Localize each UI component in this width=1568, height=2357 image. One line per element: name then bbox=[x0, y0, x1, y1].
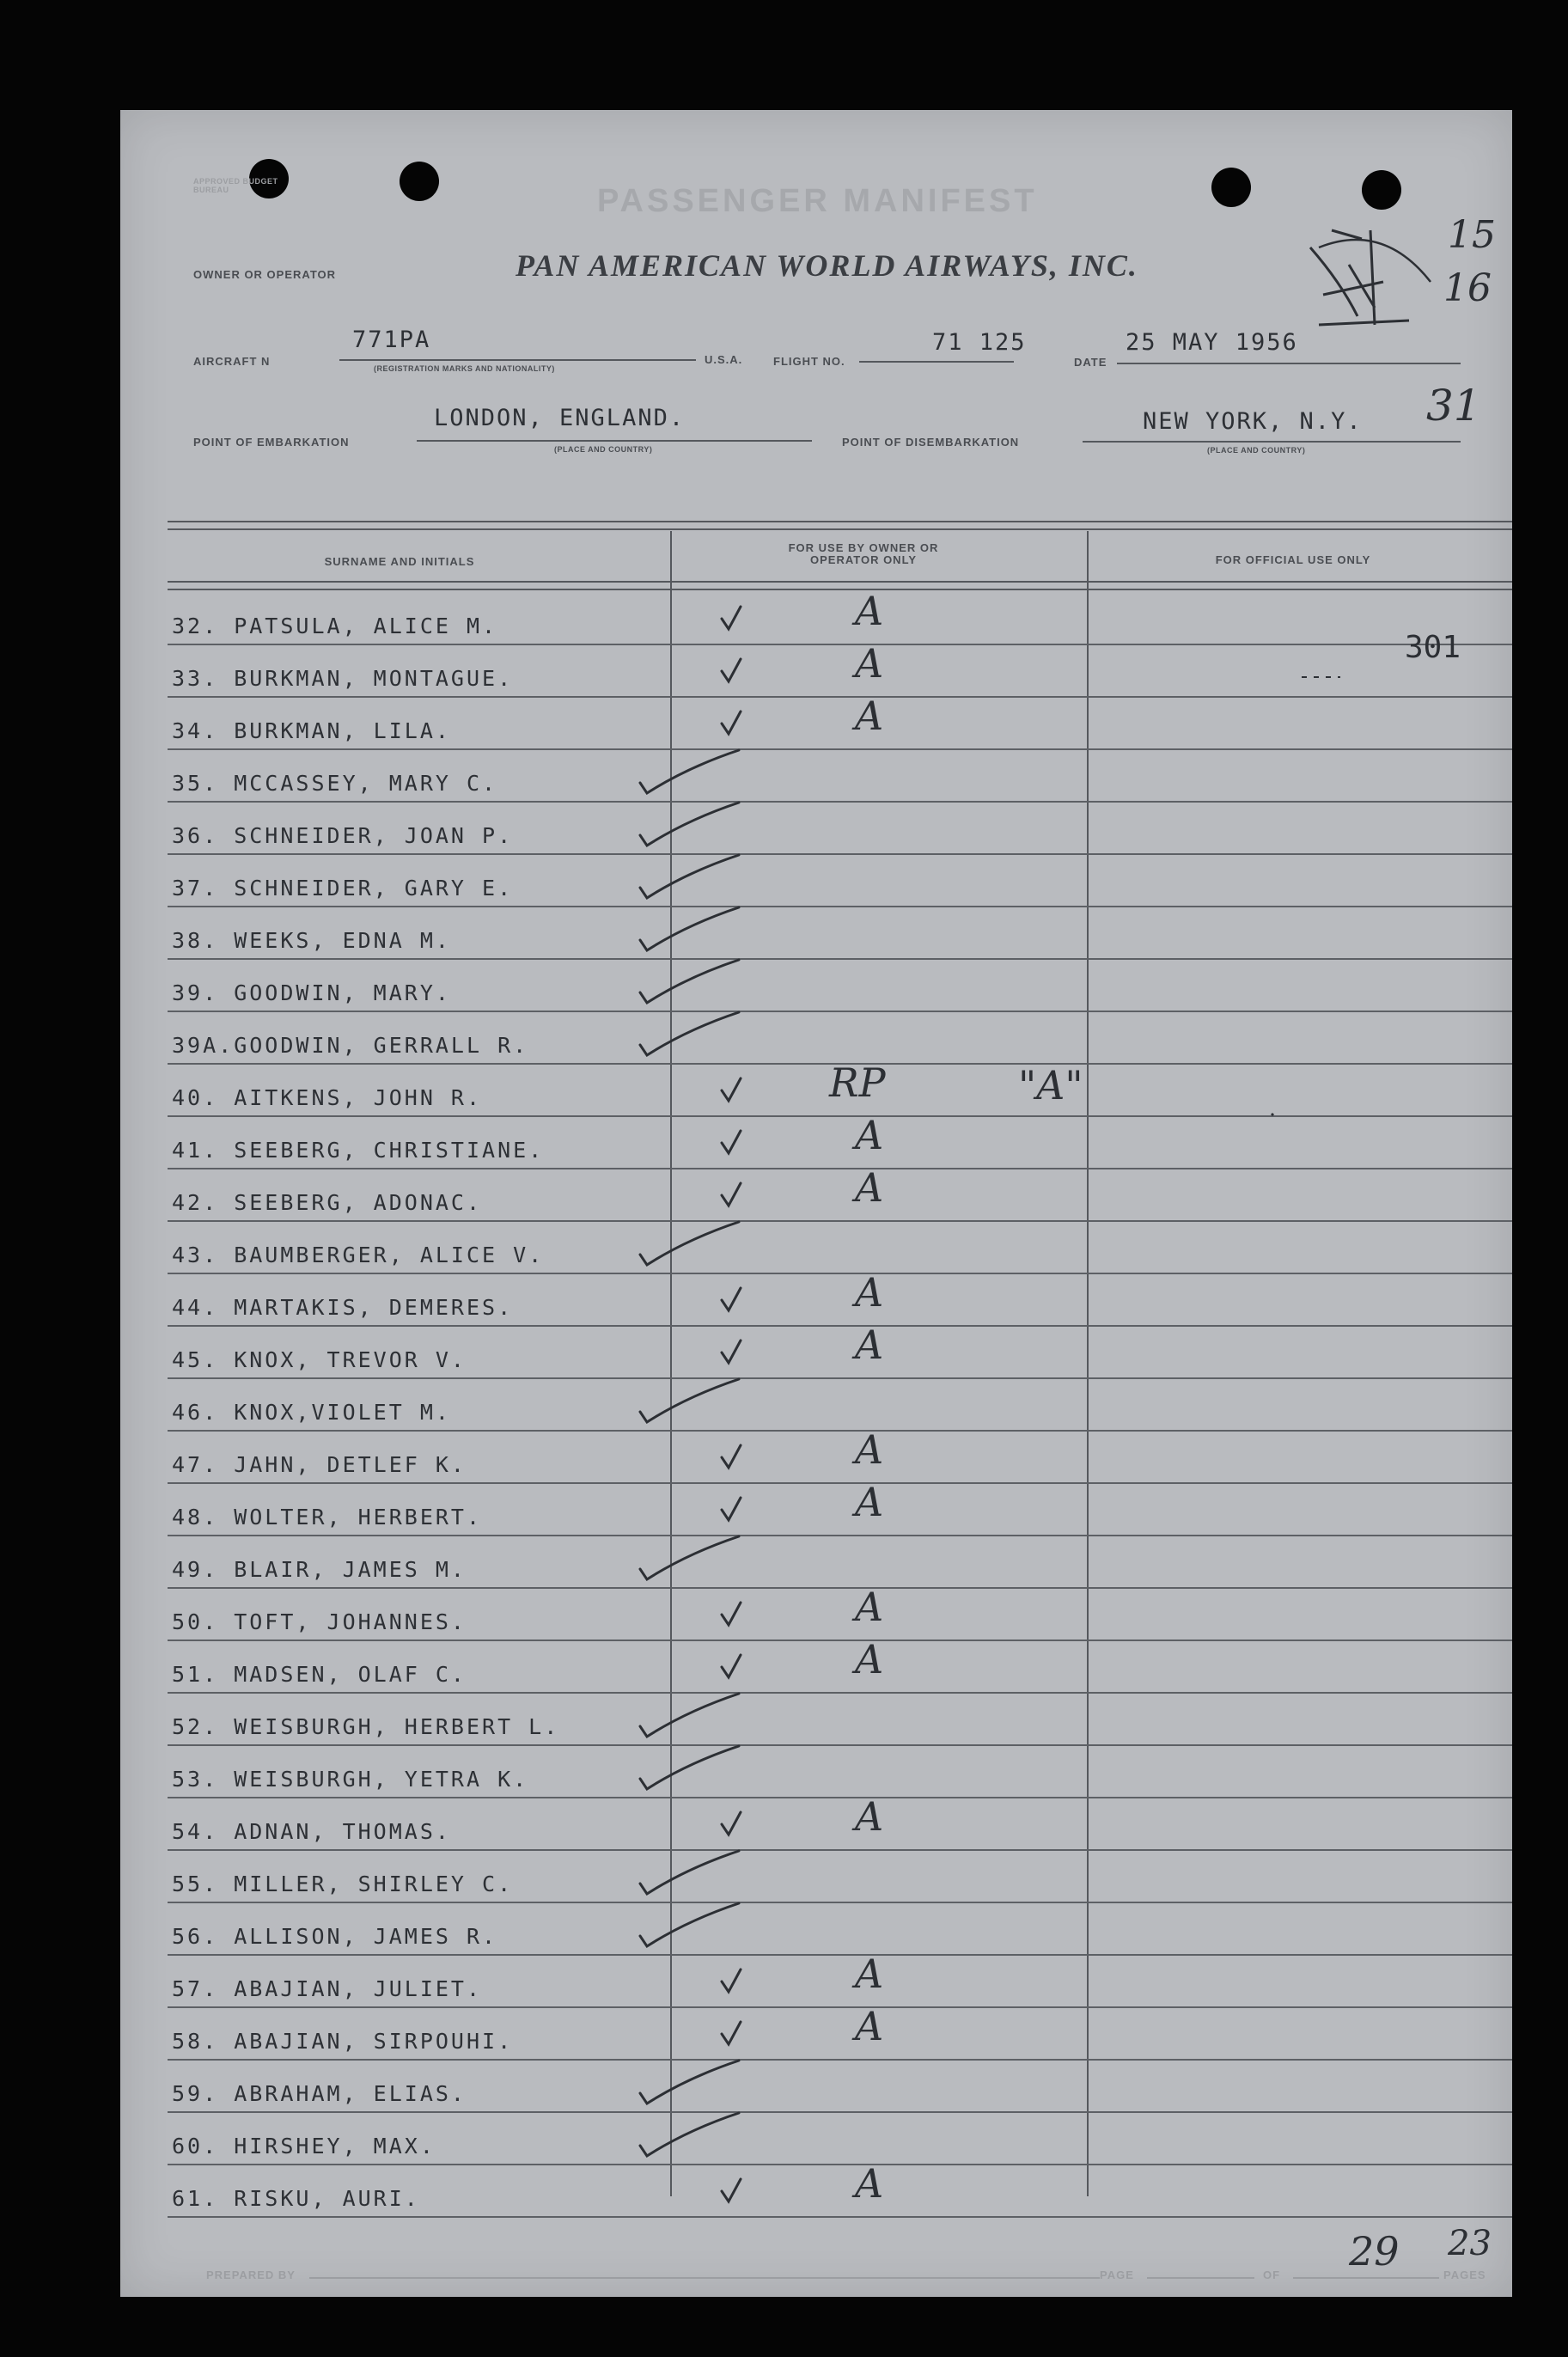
operator-mark: A bbox=[855, 1164, 884, 1211]
operator-mark: A bbox=[855, 1112, 884, 1158]
passenger-name: 58. ABAJIAN, SIRPOUHI. bbox=[172, 2029, 514, 2054]
passenger-name: 56. ALLISON, JAMES R. bbox=[172, 1924, 498, 1949]
operator-mark: A bbox=[855, 1951, 884, 1997]
aircraft-label: AIRCRAFT N bbox=[193, 355, 271, 368]
manifest-sheet bbox=[120, 110, 1512, 2297]
approval-stamp: APPROVED BUDGET BUREAU bbox=[193, 177, 278, 194]
pages-label: PAGES bbox=[1443, 2268, 1486, 2281]
passenger-name: 53. WEISBURGH, YETRA K. bbox=[172, 1767, 529, 1792]
passenger-name: 61. RISKU, AURI. bbox=[172, 2186, 420, 2211]
column-header-official-use: FOR OFFICIAL USE ONLY bbox=[1215, 553, 1371, 566]
passenger-name: 52. WEISBURGH, HERBERT L. bbox=[172, 1714, 560, 1739]
aircraft-value: 771PA bbox=[352, 327, 431, 353]
operator-mark: RP bbox=[829, 1059, 886, 1106]
passenger-name: 37. SCHNEIDER, GARY E. bbox=[172, 876, 514, 901]
column-header-surname: SURNAME AND INITIALS bbox=[324, 555, 475, 568]
embark-caption: (PLACE AND COUNTRY) bbox=[554, 445, 653, 454]
passenger-name: 57. ABAJIAN, JULIET. bbox=[172, 1976, 483, 2001]
operator-mark: A bbox=[855, 1636, 884, 1682]
flight-value: 71 125 bbox=[932, 329, 1027, 356]
operator-mark: A bbox=[855, 1793, 884, 1840]
operator-mark: A bbox=[855, 1426, 884, 1473]
passenger-name: 33. BURKMAN, MONTAGUE. bbox=[172, 666, 514, 691]
margin-note-b: 16 bbox=[1443, 266, 1492, 310]
passenger-name: 41. SEEBERG, CHRISTIANE. bbox=[172, 1138, 545, 1163]
passenger-name: 48. WOLTER, HERBERT. bbox=[172, 1505, 483, 1530]
prepared-by-label: PREPARED BY bbox=[206, 2268, 296, 2281]
passenger-name: 59. ABRAHAM, ELIAS. bbox=[172, 2081, 467, 2106]
passenger-name: 34. BURKMAN, LILA. bbox=[172, 718, 451, 743]
operator-mark: A bbox=[855, 1269, 884, 1316]
operator-mark: A bbox=[855, 640, 884, 687]
flight-label: FLIGHT NO. bbox=[773, 355, 845, 368]
embark-label: POINT OF EMBARKATION bbox=[193, 436, 350, 449]
owner-label: OWNER OR OPERATOR bbox=[193, 268, 337, 281]
passenger-name: 49. BLAIR, JAMES M. bbox=[172, 1557, 467, 1582]
date-label: DATE bbox=[1074, 356, 1107, 369]
date-value: 25 MAY 1956 bbox=[1126, 329, 1298, 356]
operator-mark: A bbox=[855, 1479, 884, 1525]
pages-value: 23 bbox=[1448, 2224, 1492, 2263]
passenger-name: 38. WEEKS, EDNA M. bbox=[172, 928, 451, 953]
embark-value: LONDON, ENGLAND. bbox=[434, 405, 686, 431]
handwritten-checkmarks bbox=[120, 110, 1512, 2297]
row40-note: "A" bbox=[1018, 1062, 1083, 1108]
operator-mark: A bbox=[855, 1584, 884, 1630]
passenger-name: 32. PATSULA, ALICE M. bbox=[172, 614, 498, 638]
margin-note-a: 15 bbox=[1448, 213, 1496, 257]
owner-value: PAN AMERICAN WORLD AIRWAYS, INC. bbox=[516, 248, 1138, 283]
registration-caption: (REGISTRATION MARKS AND NATIONALITY) bbox=[374, 364, 555, 373]
disembark-caption: (PLACE AND COUNTRY) bbox=[1207, 446, 1306, 455]
operator-mark: A bbox=[855, 2160, 884, 2207]
passenger-name: 35. MCCASSEY, MARY C. bbox=[172, 771, 498, 796]
disembark-value: NEW YORK, N.Y. bbox=[1143, 408, 1363, 435]
page-value: 29 bbox=[1349, 2228, 1400, 2275]
passenger-name: 42. SEEBERG, ADONAC. bbox=[172, 1190, 483, 1215]
of-label: OF bbox=[1263, 2268, 1281, 2281]
form-title: PASSENGER MANIFEST bbox=[597, 183, 1038, 219]
passenger-name: 60. HIRSHEY, MAX. bbox=[172, 2134, 436, 2159]
disembark-label: POINT OF DISEMBARKATION bbox=[842, 436, 1020, 449]
passenger-name: 43. BAUMBERGER, ALICE V. bbox=[172, 1243, 545, 1267]
operator-mark: A bbox=[855, 588, 884, 634]
passenger-name: 46. KNOX,VIOLET M. bbox=[172, 1400, 451, 1425]
passenger-name: 36. SCHNEIDER, JOAN P. bbox=[172, 823, 514, 848]
passenger-name: 40. AITKENS, JOHN R. bbox=[172, 1085, 483, 1110]
passenger-name: 50. TOFT, JOHANNES. bbox=[172, 1609, 467, 1634]
column-header-owner-use: FOR USE BY OWNER OR OPERATOR ONLY bbox=[788, 541, 939, 566]
margin-note-c: 31 bbox=[1426, 381, 1481, 430]
passenger-name: 47. JAHN, DETLEF K. bbox=[172, 1452, 467, 1477]
passenger-name: 51. MADSEN, OLAF C. bbox=[172, 1662, 467, 1687]
page-label: PAGE bbox=[1100, 2268, 1134, 2281]
passenger-name: 44. MARTAKIS, DEMERES. bbox=[172, 1295, 514, 1320]
passenger-name: 39. GOODWIN, MARY. bbox=[172, 980, 451, 1005]
passenger-name: 55. MILLER, SHIRLEY C. bbox=[172, 1872, 514, 1896]
passenger-name: 54. ADNAN, THOMAS. bbox=[172, 1819, 451, 1844]
official-number: 301 bbox=[1405, 630, 1461, 665]
operator-mark: A bbox=[855, 693, 884, 739]
operator-mark: A bbox=[855, 1322, 884, 1368]
operator-mark: A bbox=[855, 2003, 884, 2049]
passenger-name: 45. KNOX, TREVOR V. bbox=[172, 1347, 467, 1372]
usa-label: U.S.A. bbox=[705, 353, 743, 366]
passenger-name: 39A.GOODWIN, GERRALL R. bbox=[172, 1033, 529, 1058]
